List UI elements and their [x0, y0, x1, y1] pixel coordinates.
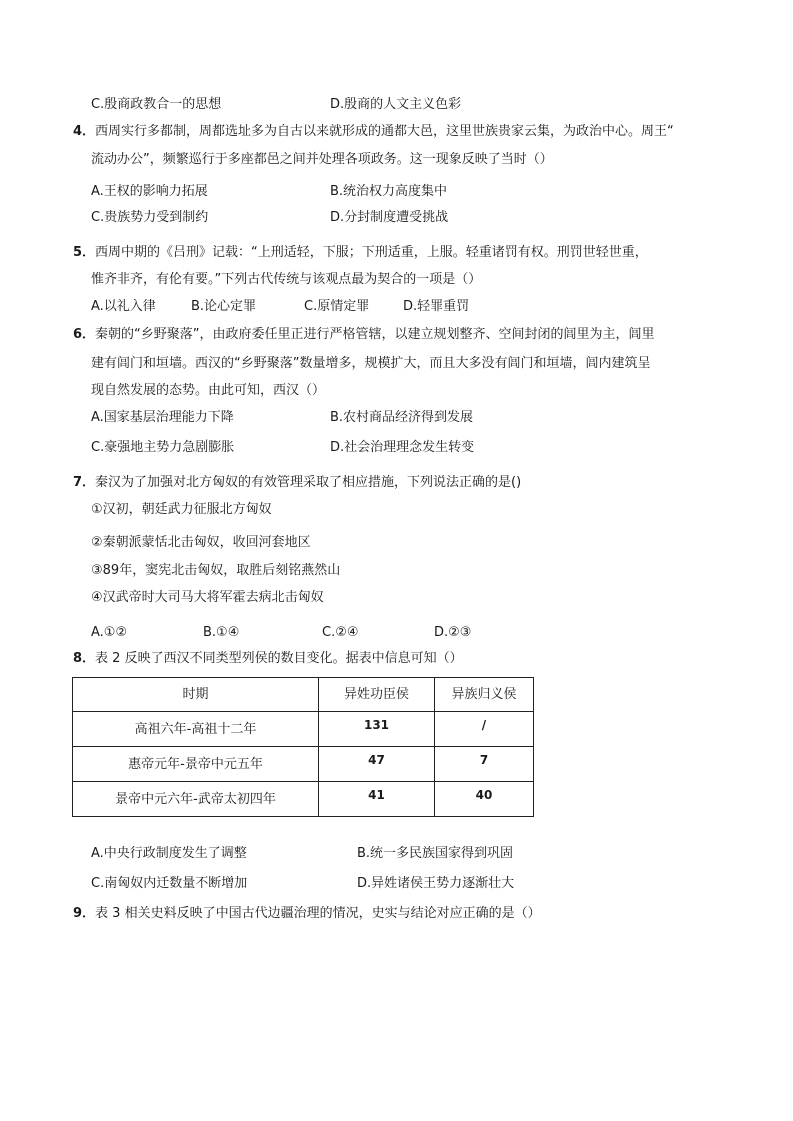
q6-stem-line3: 现自然发展的态势。由此可知，西汉（）	[91, 383, 326, 398]
q7-option-b: B.①④	[203, 625, 240, 640]
q4-option-b: B.统治权力高度集中	[330, 184, 448, 199]
q6-option-b: B.农村商品经济得到发展	[330, 410, 474, 425]
table-cell: /	[435, 712, 534, 747]
q5-option-c: C.原情定罪	[304, 299, 370, 314]
q7-statement-1: ①汉初，朝廷武力征服北方匈奴	[91, 502, 272, 517]
q8-table	[72, 677, 534, 817]
q8-text-line1: 表 2 反映了西汉不同类型列侯的数目变化。据表中信息可知（）	[95, 651, 463, 666]
table-cell: 7	[435, 747, 534, 782]
table-header-cell: 时期	[73, 678, 319, 712]
q3-option-d: D.殷商的人文主义色彩	[330, 97, 462, 112]
q6-stem-line2: 建有闾门和垣墙。西汉的“乡野聚落”数量增多，规模扩大，而且大多没有闾门和垣墙，闾内建筑呈	[91, 356, 651, 371]
q7-statement-4: ④汉武帝时大司马大将军霍去病北击匈奴	[91, 590, 324, 605]
q6-option-d: D.社会治理理念发生转变	[330, 440, 475, 455]
q8-option-b: B.统一多民族国家得到巩固	[357, 846, 514, 861]
q9-text-line1: 表 3 相关史料反映了中国古代边疆治理的情况，史实与结论对应正确的是（）	[95, 906, 541, 921]
q4-stem-line2: 流动办公”，频繁巡行于多座都邑之间并处理各项政务。这一现象反映了当时（）	[91, 152, 553, 167]
table-cell: 惠帝元年-景帝中元五年	[73, 747, 319, 782]
q4-number: 4．	[73, 124, 96, 139]
q4-option-c: C.贵族势力受到制约	[91, 210, 209, 225]
q7-statement-3: ③89年，窦宪北击匈奴，取胜后刻铭燕然山	[91, 563, 341, 578]
table-row	[73, 747, 534, 782]
table-row	[73, 712, 534, 747]
table-cell: 40	[435, 782, 534, 817]
table-header-cell: 异族归义侯	[435, 678, 534, 712]
table-cell: 131	[319, 712, 435, 747]
q5-text-line1: 西周中期的《吕刑》记载：“上刑适轻，下服；下刑适重，上服。轻重诸罚有权。刑罚世轻世重，	[95, 245, 648, 260]
table-header-row	[73, 678, 534, 712]
q7-number: 7．	[73, 475, 96, 490]
q5-option-a: A.以礼入律	[91, 299, 156, 314]
q4-stem-line1	[73, 123, 674, 141]
q8-option-a: A.中央行政制度发生了调整	[91, 846, 247, 861]
table-cell: 景帝中元六年-武帝太初四年	[73, 782, 319, 817]
table-cell: 41	[319, 782, 435, 817]
q7-option-c: C.②④	[322, 625, 359, 640]
table-header-cell: 异姓功臣侯	[319, 678, 435, 712]
q6-number: 6．	[73, 327, 96, 342]
q7-statement-2: ②秦朝派蒙恬北击匈奴，收回河套地区	[91, 535, 311, 550]
q8-option-c: C.南匈奴内迁数量不断增加	[91, 876, 248, 891]
q3-option-c: C.殷商政教合一的思想	[91, 97, 222, 112]
q6-stem-line1	[73, 326, 655, 344]
q8-stem-line1	[73, 650, 463, 668]
q5-stem-line1	[73, 244, 648, 262]
q5-stem-line2: 惟齐非齐，有伦有要。”下列古代传统与该观点最为契合的一项是（）	[91, 272, 482, 287]
q8-option-d: D.异姓诸侯王势力逐渐壮大	[357, 876, 515, 891]
q5-option-b: B.论心定罪	[191, 299, 257, 314]
q8-number: 8．	[73, 651, 96, 666]
table-cell: 高祖六年-高祖十二年	[73, 712, 319, 747]
q6-option-c: C.豪强地主势力急剧膨胀	[91, 440, 235, 455]
q4-text-line1: 西周实行多都制，周都选址多为自古以来就形成的通都大邑，这里世族贵家云集，为政治中心。周王“	[95, 124, 674, 139]
q5-number: 5．	[73, 245, 96, 260]
q7-text-line1: 秦汉为了加强对北方匈奴的有效管理采取了相应措施，下列说法正确的是()	[95, 475, 522, 490]
q4-option-d: D.分封制度遭受挑战	[330, 210, 449, 225]
q7-option-d: D.②③	[434, 625, 472, 640]
q5-option-d: D.轻罪重罚	[403, 299, 470, 314]
q6-option-a: A.国家基层治理能力下降	[91, 410, 234, 425]
q7-stem-line1	[73, 474, 521, 492]
q4-option-a: A.王权的影响力拓展	[91, 184, 208, 199]
q9-stem-line1	[73, 905, 541, 923]
q9-number: 9．	[73, 906, 96, 921]
table-row	[73, 782, 534, 817]
q6-text-line1: 秦朝的“乡野聚落”，由政府委任里正进行严格管辖，以建立规划整齐、空间封闭的闾里为主，闾里	[95, 327, 655, 342]
q7-option-a: A.①②	[91, 625, 128, 640]
table-cell: 47	[319, 747, 435, 782]
